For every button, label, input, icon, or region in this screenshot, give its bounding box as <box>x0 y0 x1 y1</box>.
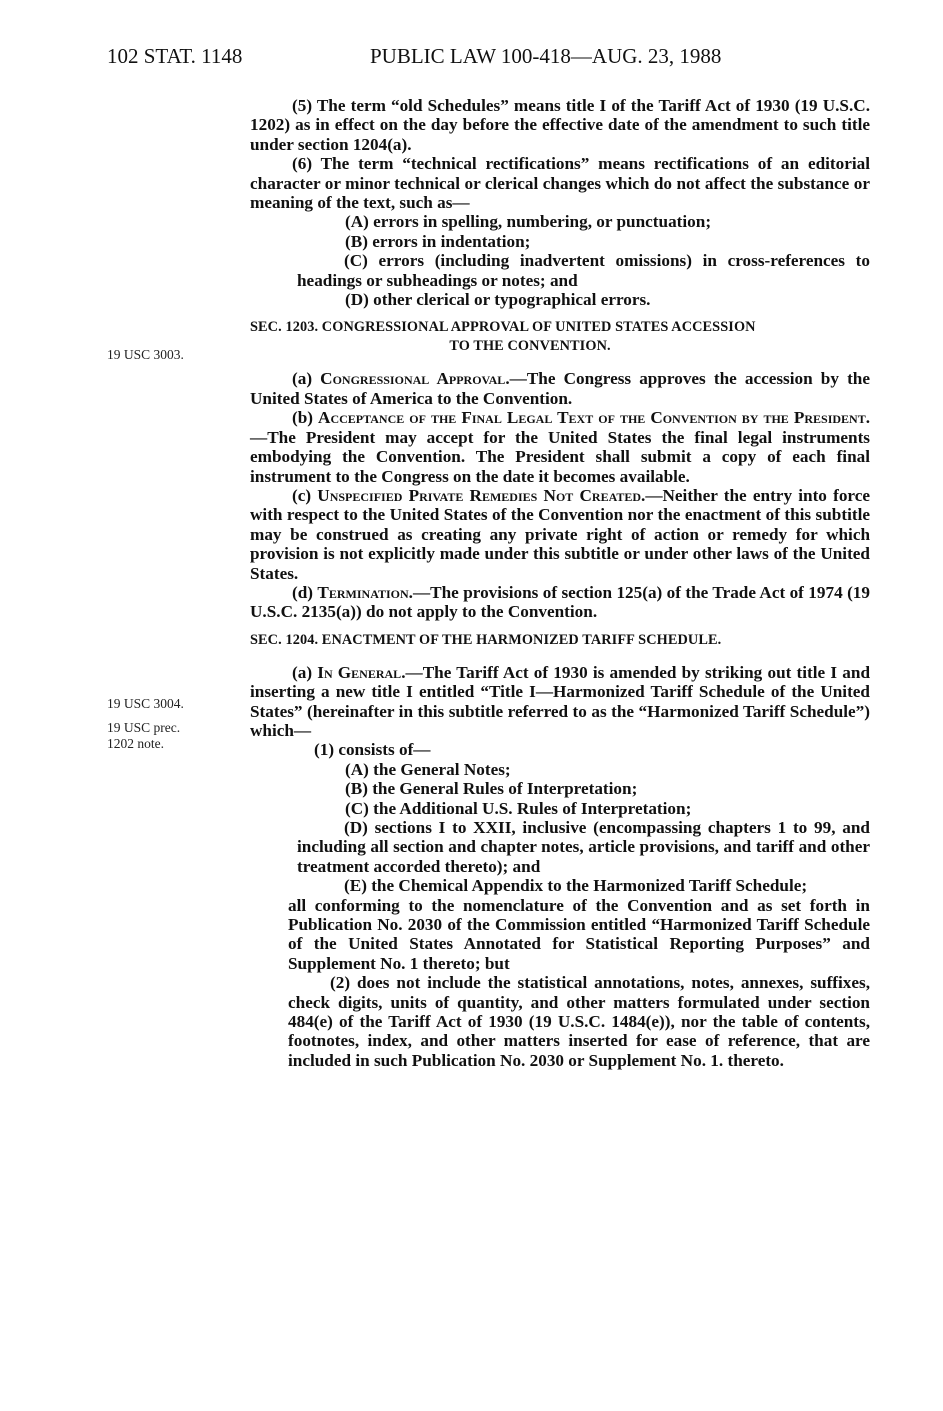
section-1203-d: (d) Termination.—The provisions of section 125(a) of the Trade Act of 1974 (19 U.S.C. 2135(a)) do not apply to the Convention. <box>250 582 870 622</box>
section-1204-heading: SEC. 1204. ENACTMENT OF THE HARMONIZED TARIFF SCHEDULE. <box>250 631 722 648</box>
flush-language: all conforming to the nomenclature of the Convention and as set forth in Publication No. 2030 of the Commission entitled “Harmonized Tariff Schedule of the United States Annotated for Statistical Reporting Purposes” and Supplement No. 1 thereto; but <box>288 895 870 973</box>
section-1203-c: (c) Unspecified Private Remedies Not Created.—Neither the entry into force with respect to the United States of the Convention nor the enactment of this subtitle may be construed as creating any private right of action or remedy for which provision is not explicitly made under this subtitle or under other laws of the United States. <box>250 485 871 583</box>
definition-6-d: (D) other clerical or typographical errors. <box>345 290 651 310</box>
margin-note-sec1203: 19 USC 3003. <box>107 347 184 362</box>
section-1203-a: (a) Congressional Approval.—The Congress approves the accession by the United States of America to the Convention. <box>250 369 870 408</box>
paragraph-1: (1) consists of— <box>314 740 431 760</box>
section-1203-b-heading: Acceptance of the Final Legal Text of the Convention by the President. <box>318 408 870 428</box>
section-1203-b: (b) Acceptance of the Final Legal Text of the Convention by the President.—The President may accept for the United States the final legal instruments embodying the Convention. The President shall submit a copy of each final instrument to the Congress on the date it becomes available. <box>250 408 870 486</box>
section-1203-c-text: —Neither the entry into force with respect to the United States of the Convention nor the enactment of this subtitle may be construed as creating any private right of action or remedy for which provision is not explicitly made under this subtitle or under other laws of the United States. <box>250 485 871 583</box>
section-1203-heading-line1: SEC. 1203. CONGRESSIONAL APPROVAL OF UNITED STATES ACCESSION <box>250 319 756 336</box>
margin-note-sec1204: 19 USC 3004. <box>107 696 184 711</box>
definition-5: (5) The term “old Schedules” means title I of the Tariff Act of 1930 (19 U.S.C. 1202) as in effect on the day before the effective date of the amendment to such title under section 1204(a). <box>250 96 870 154</box>
running-head: PUBLIC LAW 100-418—AUG. 23, 1988 <box>370 44 722 68</box>
subparagraph-D: (D) sections I to XXII, inclusive (encompassing chapters 1 to 99, and including all section and chapter notes, article provisions, and tariff and other treatment accorded thereto); and <box>297 818 870 876</box>
section-1203-heading <box>250 318 870 356</box>
body-text <box>250 96 870 1070</box>
stat-page-number: 102 STAT. 1148 <box>107 44 243 68</box>
section-1203-a-heading: Congressional Approval. <box>320 369 510 389</box>
definition-6: (6) The term “technical rectifications” means rectifications of an editorial character or minor technical or clerical changes which do not affect the substance or meaning of the text, such as— <box>250 154 870 213</box>
paragraph-2: (2) does not include the statistical annotations, notes, annexes, suffixes, check digits, units of quantity, and other matters formulated under section 484(e) of the Tariff Act of 1930 (19 U.S.C. 1484(e)), nor the table of contents, footnotes, index, and other matters inserted for ease of reference, that are included in such Publication No. 2030 or Supplement No. 1. thereto. <box>288 973 870 1070</box>
definition-6-c: (C) errors (including inadvertent omissions) in cross-references to headings or subheadings or notes; and <box>297 251 870 290</box>
page-header <box>107 44 867 74</box>
margin-note-prec-line1: 19 USC prec. <box>107 720 181 735</box>
definition-6-a: (A) errors in spelling, numbering, or punctuation; <box>345 212 712 232</box>
subparagraph-B: (B) the General Rules of Interpretation; <box>345 779 638 799</box>
section-1203-d-text: —The provisions of section 125(a) of the Trade Act of 1974 (19 U.S.C. 2135(a)) do not apply to the Convention. <box>250 582 870 622</box>
definition-6-b: (B) errors in indentation; <box>345 231 531 251</box>
margin-note-prec-line2: 1202 note. <box>107 736 164 751</box>
subparagraph-A: (A) the General Notes; <box>345 759 511 779</box>
section-1204-a: (a) In General.—The Tariff Act of 1930 is amended by striking out title I and inserting a new title I entitled “Title I—Harmonized Tariff Schedule of the United States” (hereinafter in this subtitle referred to as the “Harmonized Tariff Schedule”) which— <box>250 662 870 740</box>
section-1203-d-heading: Termination. <box>317 582 413 602</box>
margin-note-prec <box>107 720 180 752</box>
subparagraph-E: (E) the Chemical Appendix to the Harmonized Tariff Schedule; <box>344 876 808 896</box>
subparagraph-C: (C) the Additional U.S. Rules of Interpretation; <box>345 798 692 818</box>
section-1203-b-text: —The President may accept for the United States the final legal instruments embodying the Convention. The President shall submit a copy of each final instrument to the Congress on the date it becomes available. <box>250 427 870 486</box>
section-1204-a-text: —The Tariff Act of 1930 is amended by striking out title I and inserting a new title I entitled “Title I—Harmonized Tariff Schedule of the United States” (hereinafter in this subtitle referred to as the “Harmonized Tariff Schedule”) which— <box>250 662 870 740</box>
section-1203-heading-line2: TO THE CONVENTION. <box>449 338 611 355</box>
section-1203-a-text: —The Congress approves the accession by the United States of America to the Convention. <box>250 369 870 408</box>
section-1204-a-heading: In General. <box>317 662 406 682</box>
section-1203-c-heading: Unspecified Private Remedies Not Created. <box>317 485 646 505</box>
